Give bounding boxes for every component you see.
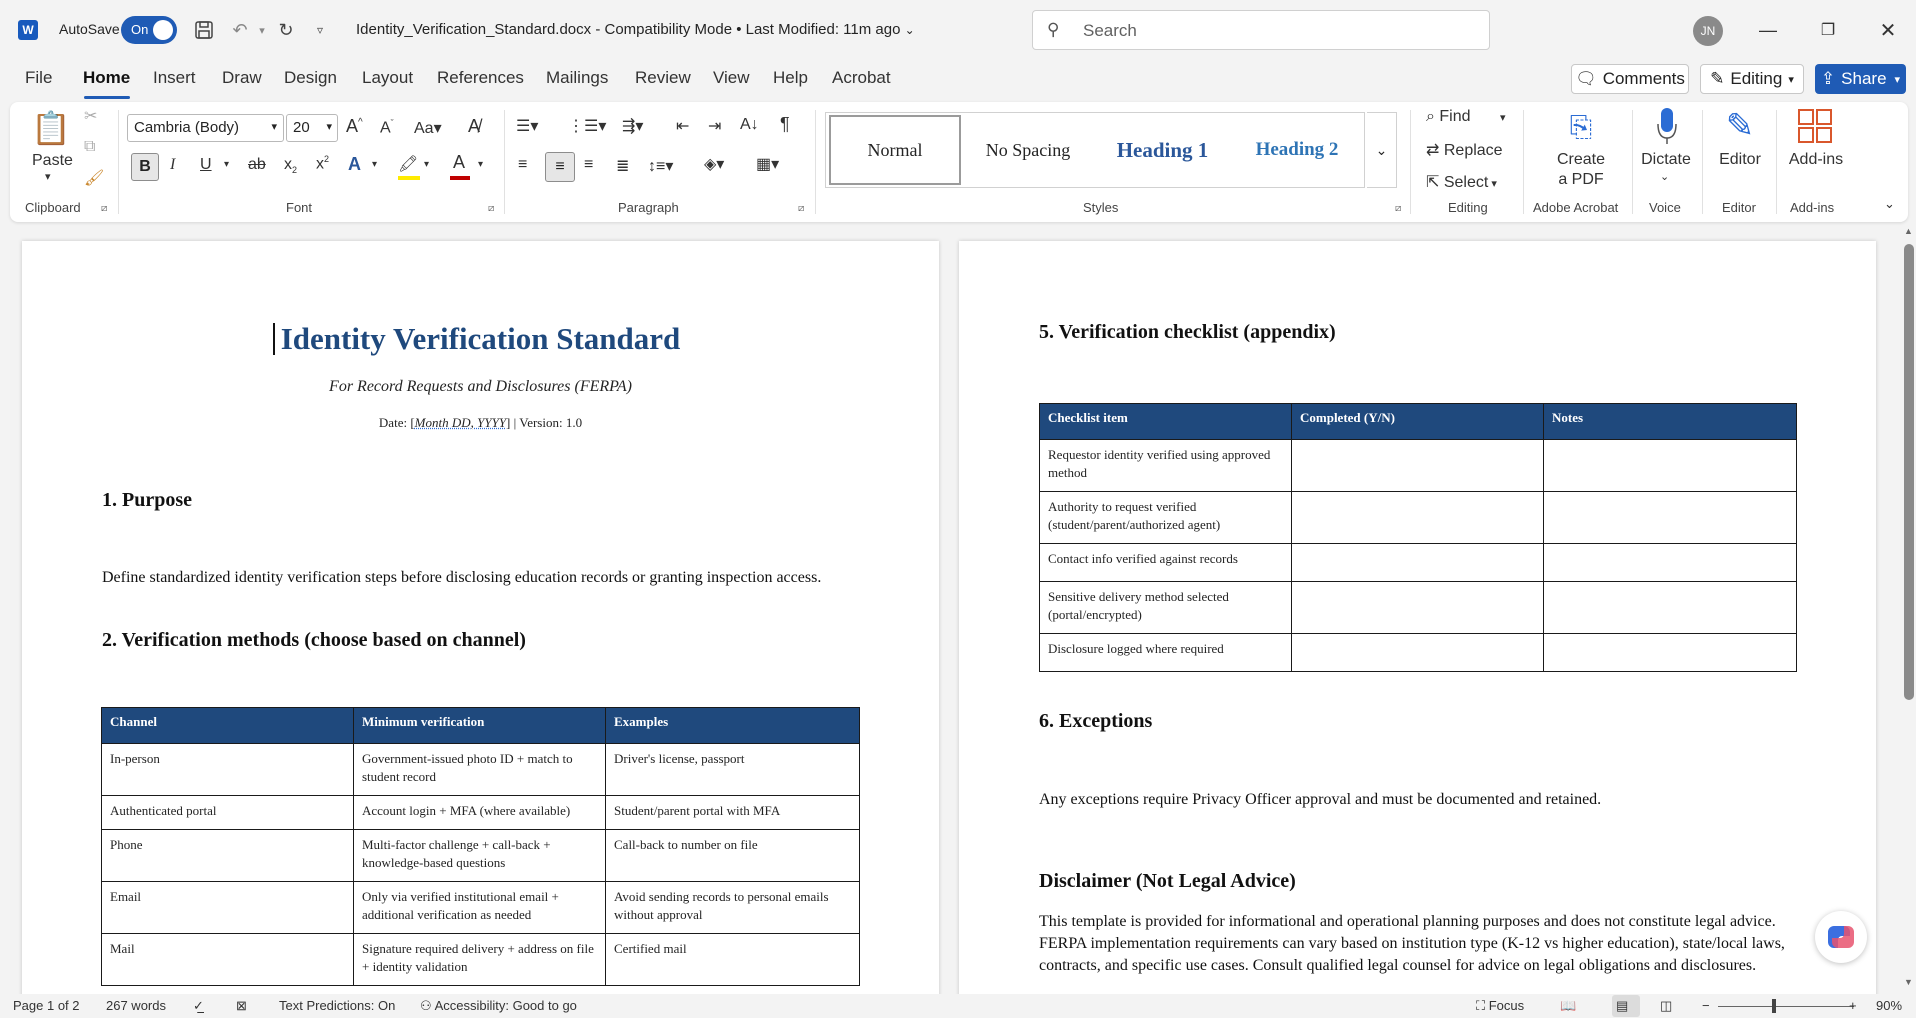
select-button[interactable]: ⇱ Select ▾ [1426, 174, 1497, 191]
borders-icon[interactable]: ▦▾ [756, 156, 780, 173]
table-row [1040, 544, 1797, 582]
table-cell[interactable]: In-person [102, 744, 354, 796]
heading-verification-methods[interactable]: 2. Verification methods (choose based on channel) [102, 629, 526, 651]
page-count[interactable]: Page 1 of 2 [13, 998, 80, 1013]
sort-icon[interactable]: A↓ [740, 116, 759, 133]
font-size-select[interactable]: 20 ▾ [286, 114, 338, 142]
clipboard-group-label: Clipboard [25, 200, 81, 215]
heading-disclaimer[interactable]: Disclaimer (Not Legal Advice) [1039, 870, 1296, 892]
table-cell[interactable]: Requestor identity verified using approved method [1040, 440, 1292, 492]
addins-icon[interactable] [1796, 106, 1834, 146]
style-heading-2[interactable]: Heading 2 [1255, 139, 1339, 160]
table-cell[interactable] [1544, 544, 1797, 582]
table-cell[interactable] [1544, 634, 1797, 672]
heading-exceptions[interactable]: 6. Exceptions [1039, 710, 1153, 732]
table-header-cell: Minimum verification [354, 708, 606, 744]
size-chevron-icon: ▾ [326, 121, 332, 133]
shrink-font-icon[interactable]: $A^ˇ$ [380, 118, 394, 137]
methods-table[interactable] [101, 707, 860, 986]
tab-help[interactable]: Help [773, 68, 808, 87]
share-chevron-icon: ▾ [1894, 73, 1901, 86]
tab-insert[interactable]: Insert [153, 68, 196, 87]
table-cell[interactable] [1292, 492, 1544, 544]
comment-icon: 🗨 [1575, 69, 1597, 88]
table-row [102, 882, 860, 934]
table-cell[interactable] [1292, 544, 1544, 582]
paragraph-launcher-icon[interactable]: ⧄ [798, 203, 805, 214]
zoom-slider-thumb[interactable] [1772, 999, 1776, 1013]
microphone-icon[interactable] [1652, 104, 1682, 148]
table-cell[interactable]: Phone [102, 830, 354, 882]
justify-icon[interactable]: ≣ [616, 158, 630, 175]
table-header-cell: Completed (Y/N) [1292, 404, 1544, 440]
find-button[interactable]: ⌕ Find [1426, 108, 1471, 125]
clipboard-launcher-icon[interactable]: ⧄ [101, 203, 108, 214]
restore-icon[interactable]: ❐ [1820, 22, 1836, 39]
table-row [1040, 582, 1797, 634]
editing-group-label: Editing [1448, 200, 1488, 215]
separator [1523, 110, 1524, 214]
autosave-label: AutoSave [59, 21, 120, 37]
date-version-line[interactable]: Date: [Month DD, YYYY] | Version: 1.0 [378, 415, 583, 430]
decrease-indent-icon[interactable]: ⇤ [676, 118, 690, 135]
heading-checklist[interactable]: 5. Verification checklist (appendix) [1039, 321, 1336, 343]
table-cell[interactable]: Driver's license, passport [606, 744, 860, 796]
redo-icon[interactable]: ↻ [278, 19, 294, 40]
share-icon: ⇪ [1820, 69, 1836, 88]
document-subtitle[interactable]: For Record Requests and Disclosures (FERPA) [329, 378, 632, 395]
document-page-1[interactable] [22, 241, 939, 1001]
acrobat-group-label: Adobe Acrobat [1533, 200, 1619, 215]
table-cell[interactable]: Email [102, 882, 354, 934]
focus-button[interactable]: ⛶ Focus [1476, 998, 1525, 1013]
reading-mode-icon[interactable]: ⊠ [236, 998, 247, 1013]
tab-acrobat[interactable]: Acrobat [832, 68, 891, 87]
table-row [1040, 440, 1797, 492]
grow-font-icon[interactable]: A^ [346, 116, 363, 136]
font-color-icon[interactable]: A [453, 152, 466, 172]
table-cell[interactable]: Contact info verified against records [1040, 544, 1292, 582]
web-layout-icon[interactable]: ◫ [1660, 998, 1673, 1013]
scroll-down-icon[interactable]: ▼ [1904, 977, 1913, 987]
heading-purpose[interactable]: 1. Purpose [102, 489, 192, 511]
editing-label: Editing [1730, 69, 1783, 88]
word-count[interactable]: 267 words [106, 998, 166, 1013]
italic-button[interactable]: I [170, 156, 176, 173]
table-row [102, 744, 860, 796]
editing-mode-button[interactable] [1700, 64, 1804, 94]
style-normal[interactable]: Normal [829, 115, 961, 185]
paste-icon[interactable]: 📋 [31, 110, 71, 146]
tab-draw[interactable]: Draw [222, 68, 262, 87]
shading-icon[interactable]: ◈▾ [704, 156, 725, 173]
clear-formatting-icon[interactable]: A̸ [468, 116, 481, 136]
scroll-up-icon[interactable]: ▲ [1904, 226, 1913, 236]
table-header-cell: Checklist item [1040, 404, 1292, 440]
tab-references[interactable]: References [437, 68, 524, 87]
font-color-dropdown-icon[interactable]: ▾ [478, 159, 484, 170]
document-title[interactable]: Identity_Verification_Standard.docx - Compatibility Mode • Last Modified: 11m ago ⌄ [356, 21, 915, 38]
search-box[interactable] [1032, 10, 1490, 50]
zoom-in-icon[interactable]: + [1849, 998, 1857, 1013]
exceptions-paragraph[interactable]: Any exceptions require Privacy Officer approval and must be documented and retained. [1039, 791, 1602, 808]
disclaimer-paragraph[interactable]: This template is provided for informational and operational planning purposes and does not constitute legal advice. FERPA implementation requirements can vary based on institution type (K-12 vs higher education), state/local laws, contracts, and specific use cases. Consult qualified legal counsel for advice on legal obligations and disclosures. [1039, 913, 1785, 974]
find-icon: ⌕ [1426, 108, 1440, 125]
separator [1702, 110, 1703, 214]
zoom-out-icon[interactable]: − [1702, 998, 1710, 1013]
subscript-button[interactable]: $x_2$ [284, 156, 298, 176]
title-chevron-down-icon: ⌄ [904, 23, 915, 37]
proofing-icon[interactable]: ✓̲ [193, 998, 204, 1013]
active-tab-indicator [84, 96, 130, 99]
zoom-slider-track[interactable] [1718, 1006, 1854, 1007]
highlight-icon[interactable]: 🖍 [398, 156, 419, 173]
table-cell[interactable]: Account login + MFA (where available) [354, 796, 606, 830]
undo-icon[interactable]: ↶ [232, 19, 248, 40]
tab-layout[interactable]: Layout [362, 68, 414, 87]
replace-icon: ⇄ [1426, 142, 1444, 159]
table-row [102, 934, 860, 986]
minimize-icon[interactable]: — [1759, 19, 1777, 40]
align-right-icon[interactable]: ≡ [584, 156, 594, 173]
table-cell[interactable]: Sensitive delivery method selected (portal/encrypted) [1040, 582, 1292, 634]
comments-button[interactable] [1571, 64, 1689, 94]
underline-button[interactable]: U [200, 156, 212, 173]
dictate-button[interactable]: Dictate [1641, 151, 1691, 168]
table-cell[interactable]: Multi-factor challenge + call-back + knowledge-based questions [354, 830, 606, 882]
select-cursor-icon: ⇱ [1426, 174, 1444, 191]
highlight-color-bar [398, 176, 420, 180]
paragraph-group-label: Paragraph [618, 200, 679, 215]
separator [815, 110, 816, 214]
tab-file[interactable]: File [25, 68, 53, 87]
style-heading-1[interactable]: Heading 1 [1116, 137, 1209, 162]
dictate-dropdown-icon[interactable]: ⌄ [1660, 171, 1670, 183]
share-button[interactable] [1815, 64, 1906, 94]
table-row [102, 830, 860, 882]
table-header-row [1040, 404, 1797, 440]
autosave-state: On [131, 22, 149, 37]
table-cell[interactable]: Certified mail [606, 934, 860, 986]
pencil-icon: ✎ [1710, 69, 1725, 88]
bullets-icon[interactable]: ☰▾ [516, 118, 539, 135]
word-logo-icon: W [18, 20, 38, 40]
separator [118, 110, 119, 214]
strikethrough-button[interactable]: ab [248, 156, 266, 173]
tab-design[interactable]: Design [284, 68, 337, 87]
toggle-knob [153, 20, 173, 40]
table-cell[interactable]: Call-back to number on file [606, 830, 860, 882]
customize-toolbar-icon[interactable]: ▿ [316, 23, 324, 37]
table-cell[interactable] [1544, 440, 1797, 492]
focus-icon: ⛶ [1476, 998, 1489, 1013]
undo-dropdown-icon[interactable]: ▾ [259, 24, 265, 37]
date-placeholder: Month DD, YYYY [414, 415, 507, 430]
styles-more-icon[interactable]: ⌄ [1367, 112, 1397, 188]
paste-dropdown-icon[interactable]: ▾ [45, 171, 51, 183]
tab-home[interactable]: Home [83, 68, 131, 87]
tab-view[interactable]: View [713, 68, 750, 87]
search-input[interactable]: Search [1083, 21, 1137, 40]
font-launcher-icon[interactable]: ⧄ [488, 203, 495, 214]
font-family-select[interactable]: Cambria (Body) ▾ [127, 114, 284, 142]
purpose-paragraph[interactable]: Define standardized identity verification steps before disclosing education records or granting inspection access. [102, 569, 822, 586]
copy-icon[interactable]: ⧉ [84, 138, 96, 155]
table-cell[interactable]: Avoid sending records to personal emails without approval [606, 882, 860, 934]
table-cell[interactable]: Disclosure logged where required [1040, 634, 1292, 672]
cut-icon[interactable]: ✂ [84, 108, 98, 125]
table-cell[interactable] [1292, 634, 1544, 672]
table-cell[interactable]: Student/parent portal with MFA [606, 796, 860, 830]
format-painter-icon[interactable]: 🖌 [84, 170, 105, 187]
comments-label: Comments [1602, 69, 1685, 88]
close-icon[interactable]: ✕ [1879, 19, 1897, 42]
bold-button[interactable]: B [131, 153, 159, 181]
text-effects-icon[interactable]: A [348, 154, 361, 174]
avatar[interactable]: JN [1693, 16, 1723, 46]
create-pdf-icon[interactable]: ⎘ [1569, 110, 1593, 142]
text-effects-dropdown-icon[interactable]: ▾ [372, 159, 378, 170]
read-mode-icon[interactable]: 📖 [1560, 998, 1577, 1013]
accessibility-status[interactable]: ⚇ Accessibility: Good to go [420, 998, 577, 1013]
voice-group-label: Voice [1649, 200, 1681, 215]
numbering-icon[interactable]: ⋮☰▾ [568, 118, 607, 135]
table-cell[interactable]: Only via verified institutional email + additional verification as needed [354, 882, 606, 934]
table-cell[interactable] [1544, 582, 1797, 634]
table-cell[interactable] [1292, 582, 1544, 634]
separator [1632, 110, 1633, 214]
tab-review[interactable]: Review [635, 68, 691, 87]
document-title-heading[interactable]: Identity Verification Standard [280, 321, 681, 356]
search-icon: ⚲ [1047, 20, 1060, 39]
table-header-cell: Notes [1544, 404, 1797, 440]
table-cell[interactable]: Government-issued photo ID + match to student record [354, 744, 606, 796]
editor-icon[interactable]: ✎ [1725, 107, 1755, 145]
table-header-cell: Channel [102, 708, 354, 744]
editor-group-label: Editor [1722, 200, 1756, 215]
addins-button[interactable]: Add-ins [1788, 151, 1844, 168]
multilevel-list-icon[interactable]: ⇶▾ [622, 118, 644, 135]
separator [504, 110, 505, 214]
editor-button[interactable]: Editor [1719, 151, 1761, 168]
table-row [102, 796, 860, 830]
vertical-scrollbar-thumb[interactable] [1904, 244, 1914, 700]
tab-mailings[interactable]: Mailings [546, 68, 609, 87]
paste-button[interactable]: Paste [32, 152, 73, 169]
chevron-down-icon: ▾ [1788, 73, 1794, 86]
font-color-bar [450, 176, 470, 180]
autosave-toggle[interactable] [121, 16, 177, 44]
copilot-icon[interactable] [1815, 911, 1867, 963]
table-header-row [102, 708, 860, 744]
table-cell[interactable]: Mail [102, 934, 354, 986]
text-predictions-status[interactable]: Text Predictions: On [279, 998, 396, 1013]
table-header-cell: Examples [606, 708, 860, 744]
table-row [1040, 492, 1797, 544]
table-cell[interactable]: Authority to request verified (student/parent/authorized agent) [1040, 492, 1292, 544]
superscript-button[interactable]: $x^2$ [316, 154, 330, 173]
font-chevron-icon: ▾ [271, 121, 277, 133]
change-case-icon[interactable]: Aa▾ [414, 120, 442, 137]
title-bar [0, 0, 1916, 60]
table-cell[interactable] [1544, 492, 1797, 544]
table-cell[interactable] [1292, 440, 1544, 492]
highlight-dropdown-icon[interactable]: ▾ [424, 159, 430, 170]
separator [1776, 110, 1777, 214]
replace-button[interactable]: ⇄ Replace [1426, 142, 1503, 159]
addins-group-label: Add-ins [1790, 200, 1835, 215]
table-cell[interactable]: Authenticated portal [102, 796, 354, 830]
style-no-spacing[interactable]: No Spacing [985, 139, 1071, 160]
styles-group-label: Styles [1083, 200, 1119, 215]
create-pdf-button[interactable]: Create a PDF [1556, 151, 1606, 188]
accessibility-icon: ⚇ [420, 998, 435, 1013]
increase-indent-icon[interactable]: ⇥ [708, 118, 722, 135]
styles-launcher-icon[interactable]: ⧄ [1395, 203, 1402, 214]
underline-dropdown-icon[interactable]: ▾ [224, 159, 230, 170]
table-cell[interactable]: Signature required delivery + address on file + identity validation [354, 934, 606, 986]
find-dropdown-icon[interactable]: ▾ [1500, 112, 1506, 124]
align-center-button[interactable]: ≡ [545, 152, 575, 182]
print-layout-icon[interactable]: ▤ [1616, 998, 1629, 1013]
save-icon[interactable] [190, 16, 218, 44]
table-row [1040, 634, 1797, 672]
zoom-level[interactable]: 90% [1876, 998, 1903, 1013]
collapse-ribbon-icon[interactable]: ⌄ [1884, 196, 1895, 211]
checklist-table[interactable] [1039, 403, 1797, 672]
separator [1410, 110, 1411, 214]
document-page-2[interactable] [959, 241, 1876, 1001]
show-formatting-icon[interactable]: ¶ [780, 114, 790, 134]
line-spacing-icon[interactable]: ↕≡▾ [648, 158, 674, 175]
align-left-icon[interactable]: ≡ [518, 156, 528, 173]
share-label: Share [1841, 69, 1887, 88]
font-group-label: Font [286, 200, 313, 215]
